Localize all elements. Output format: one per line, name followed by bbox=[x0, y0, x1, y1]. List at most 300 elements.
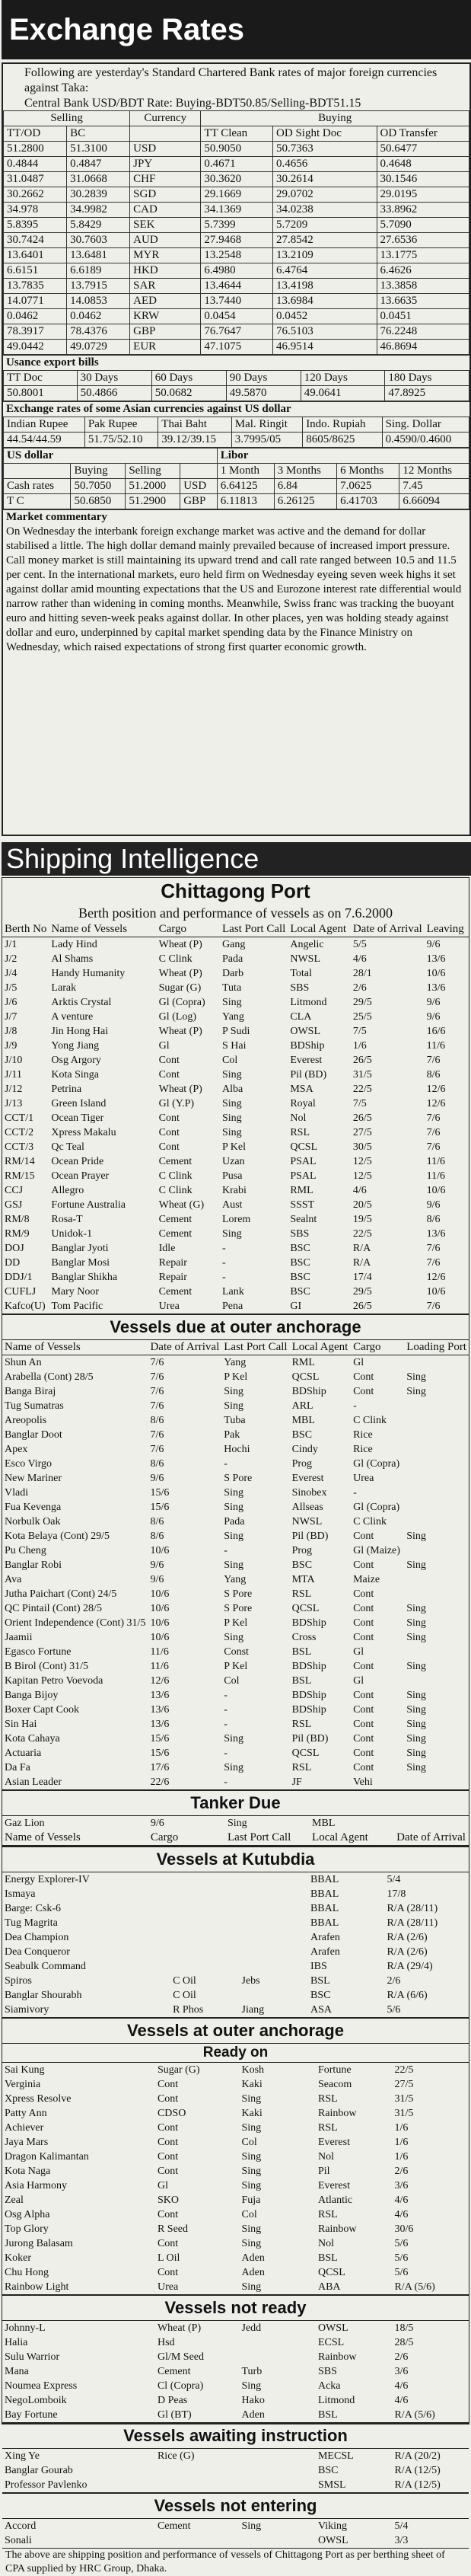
outer-cell: - bbox=[353, 1487, 357, 1499]
kutubdia-cell bbox=[240, 1959, 308, 1974]
usd-header bbox=[180, 464, 218, 479]
rate-cell: 5.7090 bbox=[377, 218, 469, 233]
berth-row bbox=[2, 952, 469, 966]
outer-cell: Cross bbox=[291, 1632, 317, 1643]
berth-cell: MSA bbox=[290, 1084, 313, 1095]
outer-cell: 10/6 bbox=[150, 1603, 170, 1614]
berth-cell: 4/6 bbox=[352, 1185, 367, 1196]
berth-cell: J/4 bbox=[5, 968, 18, 979]
kutubdia-cell: Barge: Csk-6 bbox=[5, 1903, 62, 1914]
usd-header: 12 Months bbox=[399, 464, 469, 479]
kutubdia-cell: Jiang bbox=[241, 2004, 265, 2016]
await-cell: R/A (12/5) bbox=[394, 2479, 441, 2491]
outer-cell: JF bbox=[291, 1776, 302, 1788]
rate-cell: 30.3620 bbox=[201, 172, 273, 187]
ready-cell: Achiever bbox=[5, 2122, 44, 2134]
rate-column-header: BC bbox=[67, 126, 130, 142]
berth-cell: Pena bbox=[222, 1301, 243, 1312]
not-ready-cell: 3/6 bbox=[394, 2366, 409, 2377]
berth-cell: 5/5 bbox=[352, 939, 367, 950]
usd-tc-cell: 6.11813 bbox=[217, 494, 274, 509]
kutubdia-cell: 5/6 bbox=[387, 2004, 401, 2016]
outer-row bbox=[2, 1630, 469, 1645]
not-entering-row bbox=[2, 2533, 469, 2548]
not-ready-title: Vessels not ready bbox=[2, 2294, 469, 2321]
ready-cell: Nol bbox=[317, 2151, 334, 2163]
usance-header: 120 Days bbox=[301, 371, 385, 386]
berth-cell: 12/5 bbox=[352, 1170, 372, 1182]
rate-cell: 6.4626 bbox=[377, 263, 469, 279]
kutubdia-cell: R/A (2/6) bbox=[387, 1932, 428, 1943]
outer-cell: BDShip bbox=[291, 1661, 326, 1672]
ready-cell: L Oil bbox=[157, 2252, 180, 2264]
outer-cell: BDShip bbox=[291, 1386, 326, 1397]
outer-row bbox=[2, 1515, 469, 1529]
tanker-cell: 9/6 bbox=[150, 1818, 164, 1829]
berth-cell: - bbox=[222, 1257, 226, 1269]
kutubdia-cell bbox=[240, 1887, 308, 1901]
berth-cell: A venture bbox=[51, 1011, 94, 1023]
berth-cell: 19/5 bbox=[352, 1214, 372, 1225]
outer-row bbox=[2, 1732, 469, 1746]
berth-column-header: Cargo bbox=[157, 922, 220, 937]
ready-cell: Cont bbox=[157, 2267, 179, 2278]
asian-header: Sing. Dollar bbox=[382, 417, 469, 433]
outer-cell: Cont bbox=[353, 1704, 374, 1716]
asian-header: Thai Baht bbox=[158, 417, 231, 433]
not-entering-cell: Viking bbox=[317, 2520, 348, 2532]
berth-cell: Qc Teal bbox=[51, 1141, 84, 1153]
not-ready-cell: 2/6 bbox=[394, 2351, 409, 2363]
berth-cell: CLA bbox=[290, 1011, 312, 1023]
ready-cell: Pil bbox=[317, 2166, 330, 2177]
berth-cell: 8/6 bbox=[426, 1214, 441, 1225]
asian-label: Exchange rates of some Asian currencies against US dollar bbox=[3, 401, 469, 417]
outer-cell: 11/6 bbox=[150, 1661, 169, 1672]
ready-cell: Jaya Mars bbox=[5, 2137, 49, 2148]
berth-row bbox=[2, 1053, 469, 1068]
berth-cell: 4/6 bbox=[352, 953, 367, 965]
rate-cell: 0.4844 bbox=[4, 157, 67, 172]
berth-cell: Total bbox=[290, 968, 312, 979]
kutubdia-row bbox=[2, 1959, 469, 1974]
outer-cell: Yang bbox=[224, 1574, 247, 1585]
outer-column-header: Cargo bbox=[351, 1340, 404, 1355]
outer-cell: Apex bbox=[5, 1444, 28, 1455]
berth-cell: J/9 bbox=[5, 1040, 18, 1052]
rate-cell: 13.7440 bbox=[201, 294, 273, 309]
kutubdia-row bbox=[2, 1872, 469, 1887]
group-currency: Currency bbox=[130, 111, 201, 126]
usance-value: 50.4866 bbox=[77, 386, 151, 401]
usance-header: 60 Days bbox=[151, 371, 226, 386]
ready-cell: Cont bbox=[157, 2238, 179, 2249]
rate-cell: 49.0729 bbox=[67, 340, 130, 355]
outer-cell: Asian Leader bbox=[5, 1776, 62, 1788]
ready-cell: RSL bbox=[317, 2209, 338, 2220]
ready-cell: Rainbow bbox=[317, 2223, 357, 2235]
berth-cell: RM/14 bbox=[5, 1156, 35, 1167]
ready-cell: Dragon Kalimantan bbox=[5, 2151, 89, 2163]
tanker-column-header: Local Agent bbox=[310, 1831, 394, 1846]
outer-row bbox=[2, 1384, 469, 1399]
outer-cell: B Birol (Cont) 31/5 bbox=[5, 1661, 89, 1672]
berth-cell: 12/6 bbox=[426, 1084, 446, 1095]
outer-row bbox=[2, 1442, 469, 1457]
libor-usd-3m: 6.84 bbox=[274, 479, 336, 494]
usd-header bbox=[4, 464, 71, 479]
kutubdia-cell: Arafen bbox=[310, 1932, 340, 1943]
kutubdia-cell bbox=[240, 1916, 308, 1930]
outer-cell bbox=[404, 1775, 469, 1789]
ready-cell: 31/5 bbox=[394, 2108, 414, 2119]
ready-row bbox=[2, 2207, 469, 2222]
berth-row bbox=[2, 1256, 469, 1270]
berth-cell: Petrina bbox=[51, 1084, 82, 1095]
berth-cell: Sing bbox=[222, 1112, 242, 1124]
outer-cell: MTA bbox=[291, 1574, 315, 1585]
kutubdia-cell: BBAL bbox=[310, 1874, 339, 1885]
rate-cell: EUR bbox=[130, 340, 201, 355]
outer-cell: Sing bbox=[406, 1733, 426, 1744]
berth-row bbox=[2, 1024, 469, 1039]
outer-column-header: Date of Arrival bbox=[148, 1340, 221, 1355]
shipping-header: Shipping Intelligence bbox=[2, 842, 471, 876]
ready-cell: 31/5 bbox=[394, 2093, 414, 2105]
ready-cell: Kaki bbox=[241, 2108, 263, 2119]
usd-tc-cell: T C bbox=[4, 494, 71, 509]
ready-cell: 30/6 bbox=[394, 2223, 414, 2235]
rate-cell: 13.6984 bbox=[273, 294, 377, 309]
berth-cell: 9/6 bbox=[426, 939, 441, 950]
ready-cell: 4/6 bbox=[394, 2209, 409, 2220]
outer-cell: 9/6 bbox=[150, 1559, 164, 1571]
berth-cell: 10/6 bbox=[426, 1185, 446, 1196]
outer-cell: 13/6 bbox=[150, 1690, 170, 1701]
await-cell bbox=[240, 2449, 316, 2463]
outer-cell bbox=[404, 1399, 469, 1413]
kutubdia-row bbox=[2, 1887, 469, 1901]
outer-cell bbox=[404, 1674, 469, 1688]
berth-cell: Uzan bbox=[222, 1156, 245, 1167]
berth-cell: DDJ/1 bbox=[5, 1272, 33, 1283]
ready-cell: Xpress Resolve bbox=[5, 2093, 72, 2105]
not-ready-cell: Halia bbox=[5, 2337, 28, 2348]
kutubdia-cell: R Phos bbox=[173, 2004, 204, 2016]
rate-row bbox=[4, 172, 469, 187]
tanker-column-header: Name of Vessels bbox=[2, 1831, 148, 1846]
market-commentary bbox=[3, 509, 469, 655]
kutubdia-cell: Tug Magrita bbox=[5, 1917, 58, 1929]
berth-cell: 26/5 bbox=[352, 1301, 372, 1312]
rates-intro: Following are yesterday's Standard Chartered Bank rates of major foreign currencies against Taka: bbox=[24, 66, 438, 94]
asian-header: Indian Rupee bbox=[4, 417, 85, 433]
kutubdia-cell: Jebs bbox=[241, 1975, 260, 1987]
usance-header: 180 Days bbox=[385, 371, 469, 386]
await-table bbox=[2, 2449, 469, 2492]
rate-cell: HKD bbox=[130, 263, 201, 279]
usd-tc-cell: 6.41703 bbox=[337, 494, 399, 509]
berth-cell: 7/6 bbox=[426, 1257, 441, 1269]
group-buying: Buying bbox=[201, 111, 469, 126]
berth-cell: - bbox=[222, 1243, 226, 1254]
berth-cell: Allegro bbox=[51, 1185, 84, 1196]
outer-cell bbox=[404, 1355, 469, 1371]
berth-column-header: Leaving bbox=[425, 922, 469, 937]
berth-cell: Kota Singa bbox=[51, 1069, 100, 1081]
kutubdia-cell bbox=[170, 1930, 239, 1945]
outer-row bbox=[2, 1529, 469, 1543]
berth-cell: 12/5 bbox=[352, 1156, 372, 1167]
rate-cell: 13.7915 bbox=[67, 279, 130, 294]
outer-cell: Sing bbox=[224, 1386, 243, 1397]
outer-cell: BDShip bbox=[291, 1617, 326, 1629]
outer-cell: Sing bbox=[406, 1762, 426, 1773]
rate-cell: 30.2662 bbox=[4, 187, 67, 203]
outer-cell: Gl bbox=[353, 1357, 364, 1368]
outer-cell bbox=[404, 1515, 469, 1529]
ready-cell: Kota Naga bbox=[5, 2166, 51, 2177]
not-ready-cell: R/A (5/6) bbox=[394, 2409, 435, 2421]
outer-cell: Tug Sumatras bbox=[5, 1400, 64, 1412]
outer-row bbox=[2, 1355, 469, 1371]
rate-cell: 30.7424 bbox=[4, 233, 67, 248]
berth-cell: Tom Pacific bbox=[51, 1301, 103, 1312]
berth-cell: BSC bbox=[290, 1243, 310, 1254]
berth-cell: 7/6 bbox=[426, 1055, 441, 1066]
berth-cell: Col bbox=[222, 1055, 238, 1066]
berth-cell: Pil (BD) bbox=[290, 1069, 327, 1081]
outer-cell: 9/6 bbox=[150, 1574, 164, 1585]
rate-cell: 6.6151 bbox=[4, 263, 67, 279]
berth-cell: Cont bbox=[158, 1069, 180, 1081]
outer-row bbox=[2, 1674, 469, 1688]
outer-cell: New Mariner bbox=[5, 1473, 62, 1484]
berth-cell: Banglar Shikha bbox=[51, 1272, 118, 1283]
outer-cell: BSC bbox=[291, 1429, 313, 1441]
outer-column-header: Local Agent bbox=[290, 1340, 351, 1355]
await-cell: Xing Ye bbox=[5, 2450, 40, 2462]
kutubdia-cell: R/A (6/6) bbox=[387, 1990, 428, 2001]
outer-cell: 7/6 bbox=[150, 1386, 164, 1397]
outer-cell: C Clink bbox=[353, 1415, 387, 1426]
berth-cell: C Clink bbox=[158, 953, 193, 965]
outer-cell: Cont bbox=[353, 1719, 374, 1730]
kutubdia-cell: C Oil bbox=[173, 1975, 196, 1987]
outer-cell: Sing bbox=[224, 1400, 243, 1412]
rate-row bbox=[4, 340, 469, 355]
outer-cell: Areopolis bbox=[5, 1415, 47, 1426]
berth-cell: Gang bbox=[222, 939, 246, 950]
shipping-footer: The above are shipping position and performance of vessels of Chittagong Port as per berthing sheet of CPA supplied by HRC Group, Dhaka. bbox=[2, 2548, 469, 2576]
berth-cell: Handy Humanity bbox=[51, 968, 126, 979]
berth-cell: BSC bbox=[290, 1257, 310, 1269]
berth-cell: CCJ bbox=[5, 1185, 24, 1196]
berth-cell: QCSL bbox=[290, 1141, 318, 1153]
outer-cell: RSL bbox=[291, 1719, 312, 1730]
berth-cell: Idle bbox=[158, 1243, 176, 1254]
berth-cell: 2/6 bbox=[352, 982, 367, 994]
outer-cell: Gl (Copra) bbox=[353, 1458, 400, 1470]
await-cell: R/A (12/5) bbox=[394, 2465, 441, 2476]
not-ready-cell: BSL bbox=[317, 2409, 338, 2421]
not-ready-cell: Mana bbox=[5, 2366, 29, 2377]
kutubdia-row bbox=[2, 1916, 469, 1930]
berth-cell: Wheat (P) bbox=[158, 1084, 202, 1095]
usance-header: 30 Days bbox=[77, 371, 151, 386]
kutubdia-cell: Dea Conqueror bbox=[5, 1946, 70, 1958]
outer-cell: QC Pintail (Cont) 28/5 bbox=[5, 1603, 102, 1614]
berth-cell: Repair bbox=[158, 1257, 187, 1269]
berth-cell: 9/6 bbox=[426, 1199, 441, 1211]
berth-cell: PSAL bbox=[290, 1156, 317, 1167]
kutubdia-cell bbox=[170, 1916, 239, 1930]
not-ready-row bbox=[2, 2321, 469, 2335]
not-entering-cell bbox=[240, 2533, 316, 2548]
outer-cell bbox=[404, 1645, 469, 1659]
shipping-box bbox=[2, 877, 469, 2574]
asian-header: Indo. Rupiah bbox=[303, 417, 382, 433]
ready-cell: Sing bbox=[241, 2238, 262, 2249]
outer-cell: QCSL bbox=[291, 1371, 320, 1383]
outer-cell: Boxer Capt Cook bbox=[5, 1704, 79, 1716]
ready-cell: Koker bbox=[5, 2252, 31, 2264]
berth-cell: Wheat (G) bbox=[158, 1199, 205, 1211]
rate-row bbox=[4, 187, 469, 203]
outer-cell: Sing bbox=[224, 1762, 243, 1773]
outer-cell: S Pore bbox=[224, 1473, 253, 1484]
ready-cell: Cont bbox=[157, 2151, 179, 2163]
berth-cell: OWSL bbox=[290, 1026, 320, 1037]
asian-header: Pak Rupee bbox=[84, 417, 158, 433]
outer-cell bbox=[404, 1413, 469, 1428]
rate-cell: 13.4644 bbox=[201, 279, 273, 294]
outer-cell: Gl bbox=[353, 1646, 364, 1658]
outer-row bbox=[2, 1601, 469, 1616]
outer-cell: 15/6 bbox=[150, 1748, 170, 1759]
not-entering-row bbox=[2, 2519, 469, 2533]
outer-cell: BSL bbox=[291, 1646, 312, 1658]
outer-cell: 7/6 bbox=[150, 1444, 164, 1455]
outer-cell: - bbox=[224, 1776, 228, 1788]
ready-cell: Cont bbox=[157, 2122, 179, 2134]
berth-cell: Sing bbox=[222, 997, 242, 1008]
outer-cell: Cindy bbox=[291, 1444, 318, 1455]
await-row bbox=[2, 2449, 469, 2463]
not-entering-cell bbox=[155, 2533, 240, 2548]
ready-cell: Patty Ann bbox=[5, 2108, 47, 2119]
kutubdia-cell: Siamivory bbox=[5, 2004, 49, 2016]
outer-cell: Pil (BD) bbox=[291, 1531, 329, 1542]
berth-cell: C Clink bbox=[158, 1185, 193, 1196]
not-ready-row bbox=[2, 2364, 469, 2379]
outer-cell: QCSL bbox=[291, 1748, 320, 1759]
await-cell: Banglar Gourab bbox=[5, 2465, 73, 2476]
outer-cell: Everest bbox=[291, 1473, 324, 1484]
berth-cell: Ocean Prayer bbox=[51, 1170, 110, 1182]
rate-column-header: OD Sight Doc bbox=[273, 126, 377, 142]
ready-cell: Fuja bbox=[241, 2195, 261, 2206]
rate-row bbox=[4, 324, 469, 340]
not-ready-cell: Cement bbox=[157, 2366, 191, 2377]
berth-row bbox=[2, 1125, 469, 1140]
usd-label: US dollar bbox=[4, 448, 218, 464]
outer-cell: MBL bbox=[291, 1415, 315, 1426]
ready-cell: Chu Hong bbox=[5, 2267, 49, 2278]
exchange-rates-header: Exchange Rates bbox=[2, 0, 471, 59]
rate-cell: 5.7399 bbox=[201, 218, 273, 233]
port-title: Chittagong Port bbox=[161, 879, 310, 902]
outer-cell: Sing bbox=[224, 1487, 243, 1499]
kutubdia-cell: Dea Champion bbox=[5, 1932, 69, 1943]
outer-cell: Cont bbox=[353, 1632, 374, 1643]
berth-cell: Unidok-1 bbox=[51, 1228, 93, 1240]
rate-cell: 29.0195 bbox=[377, 187, 469, 203]
outer-cell: Const bbox=[224, 1646, 249, 1658]
outer-cell: Banga Biraj bbox=[5, 1386, 56, 1397]
outer-cell: BDShip bbox=[291, 1704, 326, 1716]
libor-label: Libor bbox=[217, 448, 469, 464]
outer-row bbox=[2, 1746, 469, 1760]
rate-column-header: TT Clean bbox=[201, 126, 273, 142]
berth-cell: Lady Hind bbox=[51, 939, 97, 950]
outer-cell: 10/6 bbox=[150, 1588, 170, 1600]
kutubdia-row bbox=[2, 2003, 469, 2017]
outer-cell: Gl bbox=[353, 1675, 364, 1687]
kutubdia-cell bbox=[240, 1988, 308, 2003]
ready-cell: Aden bbox=[241, 2267, 265, 2278]
berth-cell: Lank bbox=[222, 1286, 244, 1298]
kutubdia-row bbox=[2, 1945, 469, 1959]
berth-cell: Urea bbox=[158, 1301, 180, 1312]
not-ready-cell: SBS bbox=[317, 2366, 337, 2377]
berth-cell: J/6 bbox=[5, 997, 18, 1008]
outer-row bbox=[2, 1413, 469, 1428]
await-row bbox=[2, 2478, 469, 2492]
kutubdia-row bbox=[2, 1974, 469, 1988]
ready-cell: RSL bbox=[317, 2122, 338, 2134]
outer-cell: Sing bbox=[406, 1371, 426, 1383]
berth-cell: GI bbox=[290, 1301, 302, 1312]
rate-cell: 76.2248 bbox=[377, 324, 469, 340]
berth-cell: 7/6 bbox=[426, 1112, 441, 1124]
outer-cell bbox=[404, 1471, 469, 1486]
berth-row bbox=[2, 1068, 469, 1082]
kutubdia-cell: Energy Explorer-IV bbox=[5, 1874, 90, 1885]
outer-cell: Col bbox=[224, 1675, 240, 1687]
usance-value: 47.8925 bbox=[385, 386, 469, 401]
outer-cell: Urea bbox=[353, 1473, 374, 1484]
central-bank-rate: Central Bank USD/BDT Rate: Buying-BDT50.85/Selling-BDT51.15 bbox=[24, 97, 361, 110]
ready-cell: Sing bbox=[241, 2093, 262, 2105]
commentary-text: On Wednesday the interbank foreign exchange market was active and the demand for dollar stabilised a little. The high dollar demand mainly prevailed because of increased import pressure. Call money market is still maintaining its upward trend and call rate ranged between 10.5 and 11.5 per cent. In the international markets, euro held firm on Wednesday eyeing seven week highs it set against dollar amid mounting expectations that the US and Eurozone interest rate differential would narrow rather than widening in coming months. Meanwhile, Swiss franc was tracking the buoyant euro and hitting seven-week peaks against dollar. In other places, yen was holding steady against dollar and euro, underpinned by capital market spending data by the Finance Ministry on Wednesday, which raised expectations of strong first quarter economic growth. bbox=[6, 525, 462, 653]
outer-row bbox=[2, 1775, 469, 1789]
not-ready-row bbox=[2, 2379, 469, 2393]
ready-title: Ready on bbox=[2, 2044, 469, 2063]
outer-cell: P Kel bbox=[224, 1661, 248, 1672]
tanker-cell: MBL bbox=[312, 1818, 336, 1829]
berth-cell: Banglar Mosi bbox=[51, 1257, 110, 1269]
outer-cell: 15/6 bbox=[150, 1502, 170, 1513]
outer-cell: RML bbox=[291, 1357, 315, 1368]
outer-cell: Maize bbox=[353, 1574, 380, 1585]
berth-cell: Aust bbox=[222, 1199, 243, 1211]
kutubdia-cell: 5/4 bbox=[387, 1874, 401, 1885]
not-ready-table bbox=[2, 2321, 469, 2422]
ready-cell: 1/6 bbox=[394, 2151, 409, 2163]
berth-row bbox=[2, 1169, 469, 1183]
berth-cell: Osg Argory bbox=[51, 1055, 101, 1066]
